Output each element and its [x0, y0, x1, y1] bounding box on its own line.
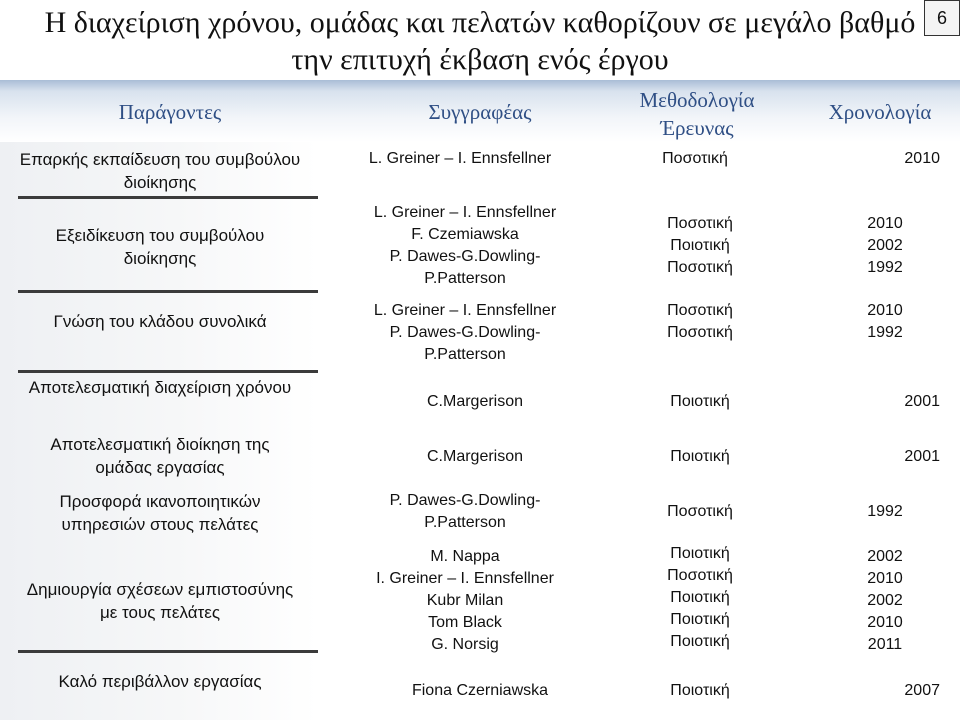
factor-cell: Εξειδίκευση του συμβούλου διοίκησης: [55, 226, 265, 268]
row-separator: [18, 290, 318, 293]
method-cell: Ποσοτική: [667, 324, 733, 341]
row-separator: [18, 370, 318, 373]
method-cell: Ποιοτική: [670, 237, 730, 254]
author-cell: P. Dawes-G.Dowling-: [389, 492, 541, 509]
factor-cell: Δημιουργία σχέσεων εμπιστοσύνης με τους πελάτες: [26, 580, 294, 622]
author-cell: P. Dawes-G.Dowling-: [389, 248, 541, 265]
author-cell: Fiona Czerniawska: [411, 682, 549, 699]
factor-cell: Γνώση του κλάδου συνολικά: [53, 312, 267, 331]
row-separator: [18, 196, 318, 199]
factor-cell: Επαρκής εκπαίδευση του συμβούλου διοίκησης: [19, 150, 301, 192]
author-cell: P.Patterson: [424, 514, 506, 531]
year-cell: 2010: [867, 614, 903, 631]
year-cell: 2002: [867, 237, 903, 254]
method-cell: Ποσοτική: [667, 302, 733, 319]
column-divider: [318, 142, 320, 720]
year-cell: 2001: [904, 448, 940, 465]
method-cell: Ποιοτική: [670, 633, 730, 650]
row-separator: [18, 650, 318, 653]
year-cell: 1992: [867, 324, 903, 341]
year-cell: 2001: [904, 393, 940, 410]
year-cell: 2011: [867, 636, 903, 653]
method-cell: Ποιοτική: [670, 589, 730, 606]
method-cell: Ποσοτική: [667, 503, 733, 520]
year-cell: 1992: [867, 503, 903, 520]
factor-cell: Αποτελεσματική διαχείριση χρόνου: [28, 378, 292, 397]
slide-number: 6: [924, 0, 960, 36]
method-cell: Ποιοτική: [670, 448, 730, 465]
factor-cell: Αποτελεσματική διοίκηση της ομάδας εργασίας: [50, 435, 270, 477]
year-cell: 2010: [904, 150, 940, 167]
year-cell: 2002: [867, 548, 903, 565]
method-cell: Ποιοτική: [670, 682, 730, 699]
slide-title: Η διαχείριση χρόνου, ομάδας και πελατών καθορίζουν σε μεγάλο βαθμό την επιτυχή έκβαση ενός έργου: [44, 6, 916, 76]
method-cell: Ποσοτική: [662, 150, 728, 167]
method-cell: Ποιοτική: [670, 545, 730, 562]
author-cell: G. Norsig: [431, 636, 499, 653]
header-factors: Παράγοντες: [118, 100, 222, 124]
author-cell: Tom Black: [428, 614, 502, 631]
method-cell: Ποσοτική: [667, 259, 733, 276]
header-methodology: Μεθοδολογία Έρευνας: [639, 88, 755, 140]
factor-cell: Προσφορά ικανοποιητικών υπηρεσιών στους πελάτες: [59, 492, 261, 534]
author-cell: P. Dawes-G.Dowling-: [389, 324, 541, 341]
author-cell: M. Nappa: [430, 548, 500, 565]
author-cell: L. Greiner – I. Ennsfellner: [368, 150, 552, 167]
author-cell: L. Greiner – I. Ennsfellner: [373, 302, 557, 319]
method-cell: Ποσοτική: [667, 215, 733, 232]
method-cell: Ποιοτική: [670, 393, 730, 410]
author-cell: P.Patterson: [424, 346, 506, 363]
year-cell: 2007: [904, 682, 940, 699]
method-cell: Ποιοτική: [670, 611, 730, 628]
method-cell: Ποσοτική: [667, 567, 733, 584]
header-year: Χρονολογία: [828, 100, 932, 124]
header-author: Συγγραφέας: [428, 100, 532, 124]
year-cell: 1992: [867, 259, 903, 276]
author-cell: P.Patterson: [424, 270, 506, 287]
author-cell: C.Margerison: [426, 393, 524, 410]
author-cell: F. Czemiawska: [411, 226, 519, 243]
year-cell: 2010: [867, 302, 903, 319]
factor-cell: Καλό περιβάλλον εργασίας: [58, 672, 262, 691]
author-cell: I. Greiner – I. Ennsfellner: [376, 570, 554, 587]
year-cell: 2010: [867, 570, 903, 587]
year-cell: 2002: [867, 592, 903, 609]
author-cell: C.Margerison: [426, 448, 524, 465]
year-cell: 2010: [867, 215, 903, 232]
author-cell: Kubr Milan: [426, 592, 504, 609]
author-cell: L. Greiner – I. Ennsfellner: [373, 204, 557, 221]
